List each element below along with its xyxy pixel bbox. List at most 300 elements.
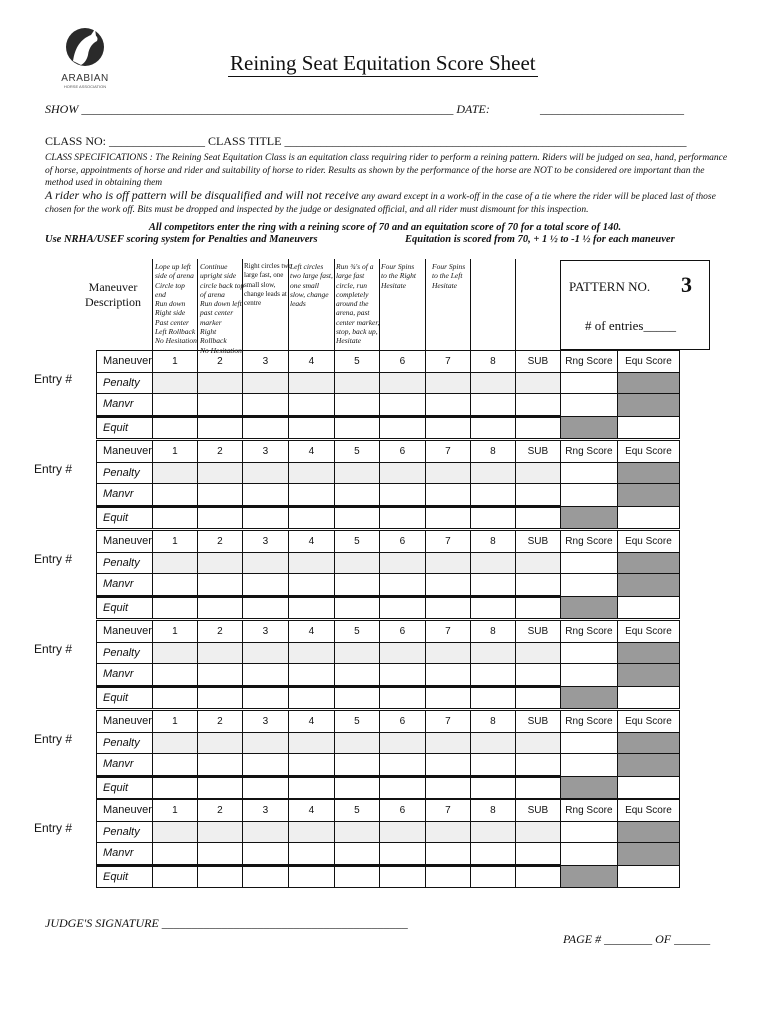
score-table [96,710,680,799]
manvr-cell[interactable] [425,484,470,507]
equit-cell[interactable] [288,865,334,888]
column-header: 8 [470,531,515,553]
manvr-cell[interactable] [334,394,379,417]
score-table [96,350,680,439]
equit-cell[interactable] [334,416,379,439]
column-header: 7 [425,621,470,643]
shaded-cell [617,642,679,664]
column-header: 7 [425,441,470,463]
manvr-cell[interactable] [152,664,197,687]
column-header: 6 [379,441,425,463]
logo-subtitle: HORSE ASSOCIATION [63,84,107,89]
maneuver-row-label: Maneuver [97,800,153,822]
manvr-cell[interactable] [152,394,197,417]
equit-cell[interactable] [242,865,288,888]
divider [470,259,471,352]
equit-cell[interactable] [197,506,242,529]
equit-cell[interactable] [152,506,197,529]
equit-cell[interactable] [425,776,470,799]
equit-cell[interactable] [197,776,242,799]
score-table [96,799,680,888]
equit-cell[interactable] [425,506,470,529]
maneuver-7-description: Four Spins to the Left Hesitate [432,262,466,290]
penalty-cell[interactable] [560,552,617,574]
penalty-cell[interactable] [560,642,617,664]
shaded-cell [617,372,679,394]
maneuver-6-description: Four Spins to the Right Hesitate [381,262,416,290]
shaded-cell [617,484,679,507]
entry-number-label: Entry # [34,821,73,835]
penalty-cell[interactable] [197,821,242,843]
column-header: 4 [288,621,334,643]
column-header: SUB [515,800,560,822]
equit-cell[interactable] [515,416,560,439]
equit-cell[interactable] [470,506,515,529]
penalty-cell[interactable] [288,372,334,394]
equitation-note: Equitation is scored from 70, + 1 ½ to -1 ½ for each maneuver [405,234,675,245]
equit-cell[interactable] [425,865,470,888]
pattern-label: PATTERN NO. [569,279,651,294]
manvr-cell[interactable] [334,754,379,777]
equit-cell[interactable] [515,506,560,529]
maneuver-row-label: Maneuver [97,441,153,463]
manvr-cell[interactable] [379,843,425,866]
equit-cell[interactable] [288,416,334,439]
manvr-cell[interactable] [470,394,515,417]
column-header: Equ Score [617,351,679,373]
equit-cell[interactable] [197,865,242,888]
column-header: Rng Score [560,441,617,463]
disqualification-lead: A rider who is off pattern will be disqualified and will not receive [45,188,359,202]
penalty-cell[interactable] [515,462,560,484]
shaded-cell [617,552,679,574]
equit-cell[interactable] [242,416,288,439]
column-header: 7 [425,531,470,553]
shaded-cell [560,416,617,439]
penalty-cell[interactable] [470,821,515,843]
penalty-cell[interactable] [242,642,288,664]
manvr-row-label: Manvr [97,394,153,417]
equit-cell[interactable] [470,596,515,619]
equit-cell[interactable] [334,686,379,709]
penalty-cell[interactable] [425,732,470,754]
column-header: Rng Score [560,800,617,822]
column-header: SUB [515,711,560,733]
equit-cell[interactable] [379,776,425,799]
column-header: 3 [242,800,288,822]
manvr-cell[interactable] [288,394,334,417]
equit-row-label: Equit [97,416,153,439]
manvr-cell[interactable] [242,664,288,687]
column-header: 4 [288,800,334,822]
penalty-cell[interactable] [334,462,379,484]
column-header: Rng Score [560,531,617,553]
shaded-cell [617,732,679,754]
manvr-cell[interactable] [197,574,242,597]
column-header: 8 [470,351,515,373]
equit-cell[interactable] [515,776,560,799]
manvr-cell[interactable] [334,574,379,597]
column-header: 4 [288,531,334,553]
column-header: SUB [515,441,560,463]
manvr-cell[interactable] [197,843,242,866]
penalty-cell[interactable] [470,372,515,394]
penalty-cell[interactable] [334,732,379,754]
manvr-cell[interactable] [425,664,470,687]
manvr-cell[interactable] [197,754,242,777]
penalty-cell[interactable] [425,821,470,843]
penalty-cell[interactable] [242,552,288,574]
manvr-cell[interactable] [515,574,560,597]
penalty-cell[interactable] [152,642,197,664]
maneuver-2-description: Continue upright side circle back top of arena Run down left past center marker Right Rollback No Hesitation [200,262,245,355]
equit-cell[interactable] [242,506,288,529]
column-header: 6 [379,800,425,822]
column-header: Rng Score [560,711,617,733]
column-header: Equ Score [617,531,679,553]
column-header: 5 [334,531,379,553]
penalty-cell[interactable] [515,732,560,754]
equit-cell[interactable] [617,686,679,709]
equit-cell[interactable] [379,865,425,888]
column-header: 3 [242,621,288,643]
equit-cell[interactable] [334,865,379,888]
manvr-cell[interactable] [152,484,197,507]
penalty-cell[interactable] [379,642,425,664]
equit-cell[interactable] [152,776,197,799]
maneuver-5-description: Run ¾'s of a large fast circle, run completely around the arena, past center marker, stop, back up, Hesitate [336,262,380,346]
column-header: Equ Score [617,441,679,463]
manvr-cell[interactable] [560,664,617,687]
penalty-cell[interactable] [560,372,617,394]
penalty-cell[interactable] [334,372,379,394]
equit-cell[interactable] [288,506,334,529]
equit-cell[interactable] [515,865,560,888]
penalty-cell[interactable] [515,552,560,574]
equit-cell[interactable] [242,776,288,799]
penalty-cell[interactable] [152,372,197,394]
penalty-cell[interactable] [379,372,425,394]
manvr-cell[interactable] [197,664,242,687]
manvr-cell[interactable] [470,574,515,597]
equit-cell[interactable] [288,776,334,799]
equit-cell[interactable] [288,596,334,619]
penalty-cell[interactable] [242,732,288,754]
equit-cell[interactable] [379,596,425,619]
penalty-cell[interactable] [152,552,197,574]
penalty-cell[interactable] [515,642,560,664]
penalty-cell[interactable] [334,642,379,664]
manvr-cell[interactable] [242,574,288,597]
penalty-cell[interactable] [242,821,288,843]
manvr-cell[interactable] [425,843,470,866]
manvr-cell[interactable] [379,754,425,777]
column-header: 5 [334,800,379,822]
manvr-cell[interactable] [197,484,242,507]
column-header: 7 [425,711,470,733]
penalty-row-label: Penalty [97,552,153,574]
equit-cell[interactable] [617,506,679,529]
shaded-cell [617,664,679,687]
manvr-cell[interactable] [515,843,560,866]
penalty-cell[interactable] [425,642,470,664]
penalty-cell[interactable] [152,462,197,484]
penalty-row-label: Penalty [97,462,153,484]
equit-cell[interactable] [379,686,425,709]
penalty-cell[interactable] [288,462,334,484]
manvr-cell[interactable] [560,754,617,777]
penalty-cell[interactable] [197,462,242,484]
equit-cell[interactable] [470,776,515,799]
manvr-cell[interactable] [288,574,334,597]
equit-cell[interactable] [197,416,242,439]
manvr-row-label: Manvr [97,754,153,777]
manvr-cell[interactable] [288,754,334,777]
judge-signature-field[interactable]: JUDGE'S SIGNATURE _________________________________________ [45,916,408,930]
equit-cell[interactable] [152,596,197,619]
column-header: 5 [334,441,379,463]
entry-number-label: Entry # [34,372,73,386]
score-table [96,530,680,619]
penalty-cell[interactable] [288,821,334,843]
penalty-cell[interactable] [379,462,425,484]
equit-cell[interactable] [425,416,470,439]
manvr-row-label: Manvr [97,574,153,597]
shaded-cell [560,596,617,619]
shaded-cell [617,754,679,777]
penalty-row-label: Penalty [97,821,153,843]
equit-cell[interactable] [334,776,379,799]
manvr-cell[interactable] [288,843,334,866]
penalty-cell[interactable] [288,642,334,664]
manvr-row-label: Manvr [97,843,153,866]
manvr-cell[interactable] [288,484,334,507]
score-table [96,440,680,529]
equit-cell[interactable] [470,865,515,888]
manvr-cell[interactable] [425,574,470,597]
penalty-cell[interactable] [288,552,334,574]
manvr-cell[interactable] [288,664,334,687]
equit-cell[interactable] [288,686,334,709]
date-field[interactable]: ________________________ [540,102,684,116]
penalty-cell[interactable] [197,372,242,394]
column-header: 2 [197,441,242,463]
equit-cell[interactable] [617,596,679,619]
manvr-cell[interactable] [560,484,617,507]
score-table [96,620,680,709]
equit-cell[interactable] [379,416,425,439]
page-title: Reining Seat Equitation Score Sheet [230,51,536,75]
page-number-field[interactable]: PAGE # ________ OF ______ [563,932,711,946]
manvr-cell[interactable] [152,843,197,866]
equit-cell[interactable] [425,686,470,709]
equit-cell[interactable] [334,596,379,619]
disqualification-note [45,189,730,216]
shaded-cell [560,865,617,888]
manvr-cell[interactable] [334,843,379,866]
column-header: 2 [197,531,242,553]
column-header: 1 [152,800,197,822]
column-header: 6 [379,621,425,643]
divider [197,259,198,352]
column-header: 8 [470,441,515,463]
shaded-cell [617,574,679,597]
column-header: 4 [288,441,334,463]
equit-cell[interactable] [617,416,679,439]
penalty-cell[interactable] [470,642,515,664]
penalty-cell[interactable] [152,732,197,754]
manvr-cell[interactable] [379,574,425,597]
penalty-cell[interactable] [515,372,560,394]
manvr-cell[interactable] [152,754,197,777]
column-header: 2 [197,351,242,373]
equit-cell[interactable] [515,596,560,619]
equit-cell[interactable] [470,686,515,709]
penalty-cell[interactable] [425,462,470,484]
column-header: 4 [288,351,334,373]
maneuver-1-description: Lope up left side of arena Circle top end Run down Right side Past center Left Rollback No Hesitation [155,262,197,346]
manvr-row-label: Manvr [97,664,153,687]
manvr-cell[interactable] [197,394,242,417]
column-header: 1 [152,711,197,733]
penalty-cell[interactable] [425,552,470,574]
penalty-cell[interactable] [288,732,334,754]
column-header: Rng Score [560,351,617,373]
class-fields[interactable]: CLASS NO: ________________ CLASS TITLE ___________________________________________________________________ [45,134,687,148]
column-header: 8 [470,711,515,733]
penalty-cell[interactable] [379,821,425,843]
divider [425,259,426,352]
disqualification-rest: any award except in a work-off in the case of a tie where the rider will be placed last of those chosen for the work off. Bits must be dropped and inspected by the judge or designated official, and all rider must dismount for this inspection. [45,192,716,215]
column-header: 1 [152,621,197,643]
column-header: 2 [197,621,242,643]
penalty-cell[interactable] [470,732,515,754]
manvr-cell[interactable] [334,664,379,687]
penalty-cell[interactable] [470,552,515,574]
equit-row-label: Equit [97,506,153,529]
equit-cell[interactable] [470,416,515,439]
penalty-cell[interactable] [334,552,379,574]
column-header: 6 [379,531,425,553]
equit-cell[interactable] [379,506,425,529]
manvr-cell[interactable] [379,394,425,417]
column-header: Rng Score [560,621,617,643]
penalty-cell[interactable] [515,821,560,843]
equit-cell[interactable] [197,686,242,709]
manvr-cell[interactable] [334,484,379,507]
manvr-cell[interactable] [425,754,470,777]
equit-row-label: Equit [97,865,153,888]
penalty-cell[interactable] [425,372,470,394]
entry-number-label: Entry # [34,462,73,476]
column-header: Equ Score [617,621,679,643]
shaded-cell [617,462,679,484]
maneuver-row-label: Maneuver [97,531,153,553]
entry-number-label: Entry # [34,732,73,746]
penalty-row-label: Penalty [97,372,153,394]
maneuver-row-label: Maneuver [97,621,153,643]
penalty-cell[interactable] [470,462,515,484]
scoring-note: All competitors enter the ring with a reining score of 70 and an equitation score of 70 for a total score of 140. [148,222,622,233]
manvr-cell[interactable] [242,754,288,777]
penalty-cell[interactable] [334,821,379,843]
manvr-cell[interactable] [379,484,425,507]
manvr-cell[interactable] [515,754,560,777]
pattern-box [560,260,710,350]
shaded-cell [560,686,617,709]
penalty-cell[interactable] [197,732,242,754]
equit-cell[interactable] [152,865,197,888]
manvr-cell[interactable] [470,664,515,687]
equit-cell[interactable] [617,865,679,888]
equit-cell[interactable] [152,416,197,439]
equit-row-label: Equit [97,776,153,799]
penalty-cell[interactable] [242,462,288,484]
penalty-cell[interactable] [560,462,617,484]
equit-cell[interactable] [242,596,288,619]
column-header: 1 [152,351,197,373]
equit-cell[interactable] [617,776,679,799]
manvr-cell[interactable] [560,394,617,417]
penalty-cell[interactable] [379,732,425,754]
column-header: 3 [242,351,288,373]
manvr-cell[interactable] [470,484,515,507]
manvr-cell[interactable] [425,394,470,417]
penalty-cell[interactable] [152,821,197,843]
manvr-cell[interactable] [242,484,288,507]
manvr-cell[interactable] [470,843,515,866]
equit-cell[interactable] [242,686,288,709]
column-header: 8 [470,800,515,822]
manvr-cell[interactable] [470,754,515,777]
maneuver-4-description: Left circles two large fast, one small slow, change leads [290,262,333,309]
column-header: 5 [334,711,379,733]
entry-number-label: Entry # [34,552,73,566]
entry-number-label: Entry # [34,642,73,656]
penalty-cell[interactable] [197,552,242,574]
manvr-cell[interactable] [515,664,560,687]
penalty-cell[interactable] [242,372,288,394]
manvr-cell[interactable] [560,574,617,597]
equit-cell[interactable] [334,506,379,529]
equit-cell[interactable] [152,686,197,709]
penalty-cell[interactable] [560,732,617,754]
manvr-cell[interactable] [242,843,288,866]
manvr-cell[interactable] [379,664,425,687]
shaded-cell [560,776,617,799]
column-header: 6 [379,351,425,373]
scoring-system-note: Use NRHA/USEF scoring system for Penalties and Maneuvers [45,234,318,245]
column-header: 5 [334,621,379,643]
penalty-cell[interactable] [197,642,242,664]
manvr-cell[interactable] [515,484,560,507]
shaded-cell [617,394,679,417]
equit-row-label: Equit [97,596,153,619]
column-header: 3 [242,711,288,733]
penalty-cell[interactable] [379,552,425,574]
entries-count-field[interactable]: # of entries_____ [585,318,676,333]
equit-cell[interactable] [515,686,560,709]
manvr-cell[interactable] [152,574,197,597]
equit-cell[interactable] [197,596,242,619]
manvr-cell[interactable] [242,394,288,417]
show-field[interactable]: SHOW ______________________________________________________________ DATE: [45,102,490,116]
penalty-cell[interactable] [560,821,617,843]
manvr-cell[interactable] [515,394,560,417]
column-header: SUB [515,351,560,373]
manvr-cell[interactable] [560,843,617,866]
equit-cell[interactable] [425,596,470,619]
